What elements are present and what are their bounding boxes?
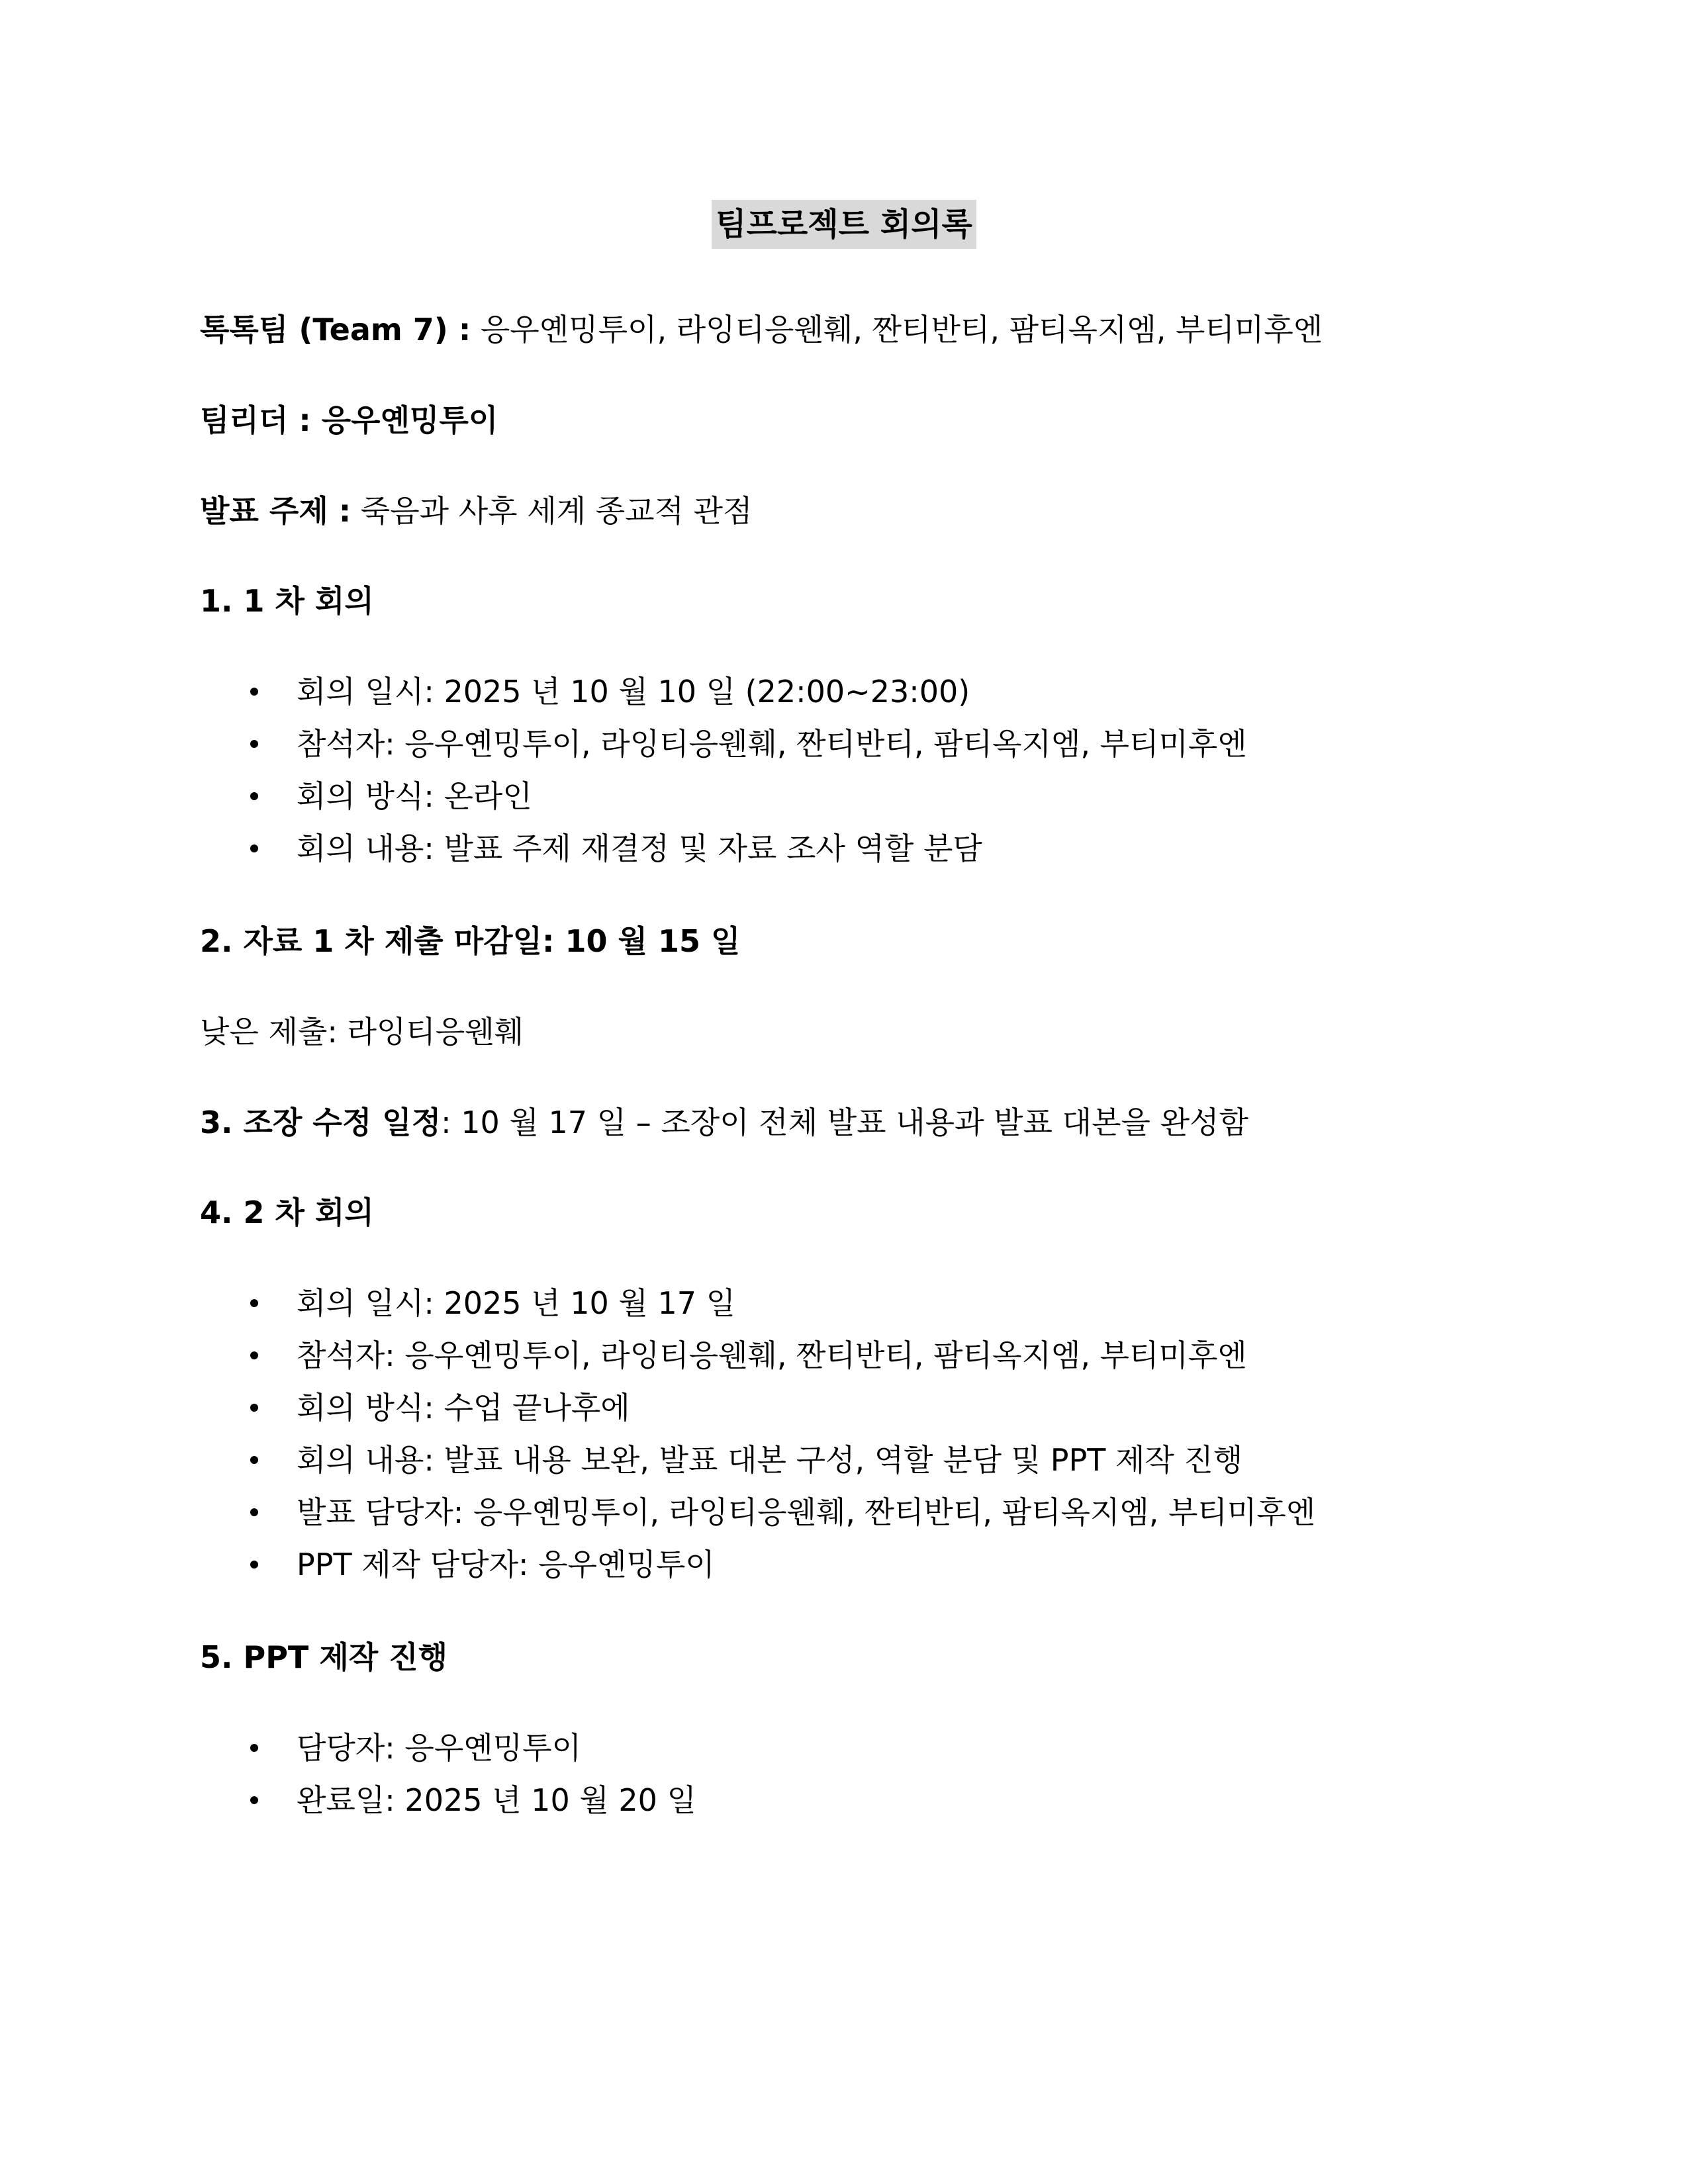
topic-value: 죽음과 사후 세계 종교적 관점 (360, 493, 753, 529)
team-line (200, 310, 1323, 349)
list-item-text: 회의 방식: 수업 끝나후에 (297, 1390, 630, 1426)
team-members: 응우옌밍투이, 라잉티응웬훼, 짠티반티, 팜티옥지엠, 부티미후엔 (480, 312, 1323, 347)
list-item (200, 1780, 696, 1833)
list-item (200, 1388, 1315, 1440)
list-item (200, 1492, 1315, 1545)
bullet-icon (250, 1796, 258, 1804)
section3-line (200, 1103, 1248, 1142)
list-item-text: 발표 담당자: 응우옌밍투이, 라잉티응웬훼, 짠티반티, 팜티옥지엠, 부티미후엔 (297, 1494, 1316, 1530)
bullet-icon (250, 688, 258, 696)
list-item (200, 1545, 1315, 1597)
bullet-icon (250, 1561, 258, 1569)
list-item (200, 1336, 1315, 1388)
bullet-icon (250, 1351, 258, 1359)
leader-name: 응우옌밍투이 (321, 402, 498, 438)
document-title: 팀프로젝트 회의록 (712, 200, 976, 249)
section3-text: : 10 월 17 일 – 조장이 전체 발표 내용과 발표 대본을 완성함 (441, 1105, 1248, 1140)
bullet-icon (250, 1456, 258, 1464)
section4-heading: 4. 2 차 회의 (200, 1195, 374, 1230)
section4-list (200, 1283, 1315, 1597)
title-container (0, 200, 1688, 249)
section3-heading: 3. 조장 수정 일정 (200, 1105, 442, 1140)
list-item-text: 회의 방식: 온라인 (297, 778, 532, 814)
section1-list (200, 672, 1247, 881)
list-item (200, 1728, 696, 1780)
bullet-icon (250, 844, 258, 852)
section1-heading: 1. 1 차 회의 (200, 583, 374, 619)
list-item (200, 829, 1247, 881)
leader-label: 팀리더 : (200, 402, 311, 438)
bullet-icon (250, 792, 258, 800)
list-item-text: PPT 제작 담당자: 응우옌밍투이 (297, 1547, 715, 1582)
bullet-icon (250, 740, 258, 748)
bullet-icon (250, 1404, 258, 1412)
section2-note: 낮은 제출: 라잉티응웬훼 (200, 1014, 524, 1050)
list-item (200, 672, 1247, 724)
team-label: 톡톡팀 (Team 7) : (200, 312, 471, 347)
list-item (200, 1440, 1315, 1492)
list-item-text: 회의 일시: 2025 년 10 월 10 일 (22:00~23:00) (297, 674, 970, 709)
list-item-text: 회의 일시: 2025 년 10 월 17 일 (297, 1285, 736, 1321)
leader-line (200, 400, 498, 440)
list-item (200, 1283, 1315, 1336)
topic-label: 발표 주제 : (200, 493, 352, 529)
topic-line (200, 491, 753, 531)
bullet-icon (250, 1508, 258, 1516)
bullet-icon (250, 1299, 258, 1307)
list-item-text: 담당자: 응우옌밍투이 (297, 1730, 582, 1766)
section5-list (200, 1728, 696, 1833)
list-item-text: 완료일: 2025 년 10 월 20 일 (297, 1782, 696, 1818)
list-item-text: 회의 내용: 발표 내용 보완, 발표 대본 구성, 역할 분담 및 PPT 제작 진행 (297, 1442, 1243, 1478)
list-item-text: 회의 내용: 발표 주제 재결정 및 자료 조사 역할 분담 (297, 831, 982, 866)
list-item-text: 참석자: 응우옌밍투이, 라잉티응웬훼, 짠티반티, 팜티옥지엠, 부티미후엔 (297, 726, 1247, 762)
bullet-icon (250, 1744, 258, 1752)
section2-heading: 2. 자료 1 차 제출 마감일: 10 월 15 일 (200, 923, 741, 959)
list-item (200, 776, 1247, 829)
list-item (200, 724, 1247, 776)
section5-heading: 5. PPT 제작 진행 (200, 1639, 448, 1675)
list-item-text: 참석자: 응우옌밍투이, 라잉티응웬훼, 짠티반티, 팜티옥지엠, 부티미후엔 (297, 1338, 1247, 1373)
